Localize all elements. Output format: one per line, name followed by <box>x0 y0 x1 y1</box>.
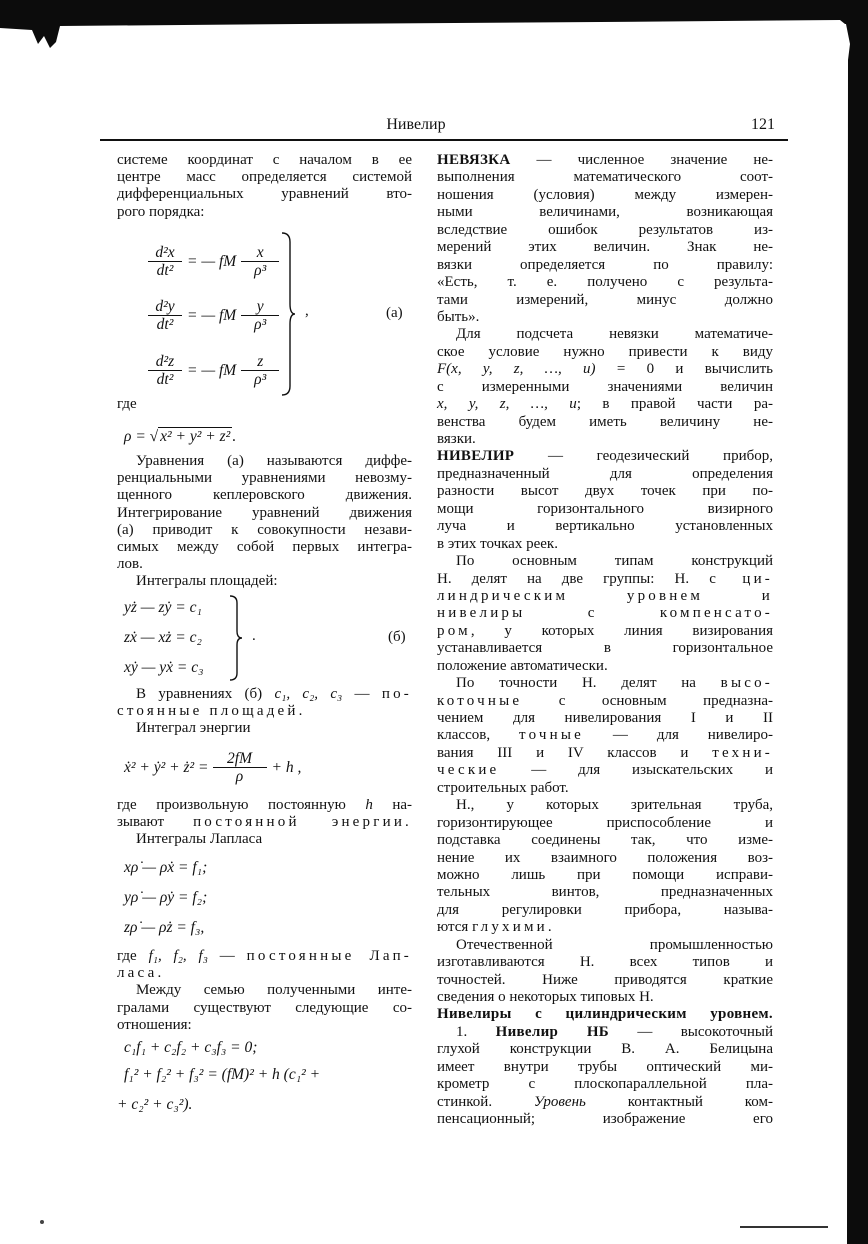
text-run: — геодезический прибор, <box>514 448 773 465</box>
text-run: разности высот двух точек при по- <box>437 483 773 500</box>
text-run: Между семью полученными инте- <box>136 982 412 999</box>
text-run: = 0 и вычислить <box>595 361 773 378</box>
text-run: дифференциальных уравнений вто- <box>117 186 412 203</box>
text-line <box>437 553 773 570</box>
text-run: ются <box>437 919 473 936</box>
text-line <box>437 1006 773 1023</box>
denominator: ρ³ <box>254 371 267 388</box>
text-line <box>437 780 773 797</box>
spaced-emphasis: постоянные Лап- <box>246 948 412 964</box>
text-run: По основным типам конструкций <box>456 553 773 570</box>
spaced-emphasis: глухими <box>472 919 548 936</box>
text-run: Н. делят на две группы: Н. <box>437 570 710 587</box>
text-run: крометр с плоскопараллельной пла- <box>437 1076 773 1093</box>
text-line <box>117 169 412 186</box>
text-line <box>437 623 773 640</box>
text-line <box>437 396 773 413</box>
text-run: рого порядка: <box>117 203 205 220</box>
italic-math: Уровень <box>533 1093 586 1110</box>
text-line <box>437 815 773 832</box>
text-line <box>437 466 773 483</box>
text-run: «Есть, т. е. получено с результа- <box>437 274 773 291</box>
fraction <box>148 355 182 387</box>
text-run: сведения о некоторых типовых Н. <box>437 989 654 1005</box>
header-rule <box>100 139 788 141</box>
bold-term: НЕВЯЗКА <box>437 152 511 168</box>
denominator: dt² <box>156 316 174 333</box>
text-line <box>437 414 773 431</box>
relation-row: c₁f₁ + c₂f₂ + c₃f₃ = 0; <box>124 1039 258 1056</box>
text-run: нение их взаимного положения воз- <box>437 849 773 866</box>
text-run: 1. <box>456 1023 496 1040</box>
text-line <box>437 1024 773 1041</box>
text-line <box>117 814 412 831</box>
text-run: тельных винтов, предназначенных <box>437 884 773 901</box>
text-run: выполнения математического соот- <box>437 169 773 186</box>
right-brace-icon <box>228 595 244 681</box>
text-run: — <box>207 948 247 964</box>
right-brace-icon <box>280 232 296 397</box>
spaced-emphasis: техни- <box>712 744 773 761</box>
text-run: , у которых линия визирования <box>470 622 773 639</box>
text-line <box>437 762 773 779</box>
text-line <box>437 850 773 867</box>
text-line <box>437 832 773 849</box>
text-line <box>437 431 773 448</box>
text-line <box>437 309 773 326</box>
fraction <box>148 246 182 278</box>
text-run: ношения (условия) между измерен- <box>437 186 773 203</box>
italic-math: x, y, z, …, u <box>437 396 577 413</box>
bold-term: НИВЕЛИР <box>437 448 515 465</box>
radicand: x² + y² + z² <box>160 428 231 445</box>
numerator: d²y <box>148 300 182 316</box>
rho-formula <box>124 427 236 446</box>
energy-lhs: ẋ² + ẏ² + ż² = <box>124 759 209 776</box>
text-line <box>117 487 412 504</box>
text-line <box>437 222 773 239</box>
fraction <box>241 300 279 332</box>
text-line <box>117 797 412 814</box>
text-run: мерений этих величин. Знак не- <box>437 239 773 256</box>
text-run: пенсационный; изображение его <box>437 1111 773 1128</box>
text-run: системе координат с началом в ее <box>117 152 412 168</box>
numerator: z <box>241 355 279 371</box>
text-run: центре масс определяется системой <box>117 169 412 186</box>
italic-math: f₁, f₂, f₃ <box>148 948 208 964</box>
equation-operator: = — fM <box>187 307 237 324</box>
rho-lhs: ρ = √ <box>124 427 159 445</box>
text-line <box>437 292 773 309</box>
laplace-row: xρ̇ — ρẋ = f₁; <box>124 859 208 876</box>
italic-math: c₁, c₂, c₃ <box>274 686 343 702</box>
italic-math: h <box>365 797 373 813</box>
text-run: вания III и IV классов и <box>437 744 713 761</box>
text-line <box>437 257 773 274</box>
text-line <box>437 797 773 814</box>
text-run: симых между собой первых интегра- <box>117 538 412 555</box>
text-run: — для изыскательских и <box>499 762 773 779</box>
text-run: вследствие ошибок результатов из- <box>437 221 773 238</box>
text-line <box>117 522 412 539</box>
text-run: лов. <box>117 556 143 573</box>
spaced-emphasis: коточные <box>437 692 523 709</box>
italic-math: F(x, y, z, …, u) <box>437 361 596 378</box>
text-run: стинкой. <box>437 1093 534 1110</box>
text-run: отношения: <box>117 1016 192 1033</box>
text-run: контактный ком- <box>585 1093 773 1110</box>
text-run: с измеренными значениями величин <box>437 378 773 395</box>
relation-row: f₁² + f₂² + f₃² = (fM)² + h (c₁² + <box>124 1066 321 1083</box>
text-line <box>437 954 773 971</box>
text-run: мощи горизонтального визирного <box>437 500 773 517</box>
text-line <box>437 1059 773 1076</box>
left-paragraph-laplace <box>117 948 412 1034</box>
equation-label-a: (а) <box>386 305 403 321</box>
equation-operator: = — fM <box>187 362 237 379</box>
text-line <box>437 326 773 343</box>
text-line <box>437 658 773 675</box>
denominator: dt² <box>156 371 174 388</box>
text-line <box>437 204 773 221</box>
text-run: классов, <box>437 727 520 744</box>
text-run: где <box>117 948 149 964</box>
text-line <box>437 1041 773 1058</box>
relation-row: + c₂² + c₃²). <box>117 1096 193 1113</box>
text-line <box>117 453 412 470</box>
text-line <box>117 948 412 965</box>
text-run: Интегралы площадей: <box>136 573 278 590</box>
text-line <box>117 1000 412 1017</box>
text-line <box>437 239 773 256</box>
text-run: Интеграл энергии <box>136 720 251 737</box>
equation-operator: = — fM <box>187 253 237 270</box>
text-run: зывают <box>117 814 194 831</box>
text-line <box>117 573 412 590</box>
text-run: строительных работ. <box>437 779 569 796</box>
text-run: положение автоматически. <box>437 657 608 674</box>
text-run: чением для нивелирования I и II <box>437 710 773 726</box>
text-run: венства будем иметь величину не- <box>437 413 773 430</box>
text-line <box>117 152 412 169</box>
text-run: тами измерений, минус должно <box>437 291 773 308</box>
text-run: для регулировки прибора, называ- <box>437 901 773 918</box>
left-paragraph-energy <box>117 797 412 849</box>
text-run: Интегралы Лапласа <box>136 831 263 848</box>
text-line <box>437 274 773 291</box>
text-line <box>437 536 773 553</box>
rho-end: . <box>232 427 237 445</box>
text-run: (а) приводит к совокупности незави- <box>117 521 412 538</box>
text-run: вязки. <box>437 431 476 447</box>
text-run: Для подсчета невязки математиче- <box>456 326 773 343</box>
equation-b-row: zẋ — xż = c₂ <box>124 629 202 646</box>
text-run: Отечественной промышленностью <box>456 936 773 953</box>
text-run: подставка соединены так, что изме- <box>437 832 773 849</box>
text-line <box>437 169 773 186</box>
running-header-title: Нивелир <box>386 116 446 133</box>
text-run: В уравнениях (б) <box>136 686 275 702</box>
equation-comma: , <box>305 303 309 319</box>
equation-b-row: xẏ — yẋ = c₃ <box>124 659 204 676</box>
text-line <box>117 703 412 720</box>
fraction <box>241 355 279 387</box>
equation-a-row <box>148 246 279 278</box>
spaced-emphasis: ческие <box>437 762 500 779</box>
numerator: 2fM <box>213 752 267 768</box>
text-run: устанавливается в горизонтальное <box>437 640 773 657</box>
spaced-emphasis: высо- <box>720 675 773 692</box>
text-run: — <box>342 686 382 702</box>
text-run: на- <box>372 797 412 813</box>
text-line <box>437 361 773 378</box>
text-run: с основным предназна- <box>522 692 773 709</box>
text-line <box>437 937 773 954</box>
text-line <box>117 539 412 556</box>
text-run: глухой конструкции В. А. Белицына <box>437 1041 773 1058</box>
text-line <box>437 187 773 204</box>
text-line <box>117 982 412 999</box>
laplace-row: zρ̇ — ρż = f₃, <box>124 919 205 936</box>
text-run: гралами существуют следующие со- <box>117 999 412 1016</box>
text-run: щенного кеплеровского движения. <box>117 487 412 504</box>
text-line <box>117 470 412 487</box>
text-line <box>437 1076 773 1093</box>
text-line <box>117 720 412 737</box>
text-line <box>437 919 773 936</box>
text-run: ными величинами, возникающая <box>437 204 773 221</box>
text-line <box>437 501 773 518</box>
equation-a-row <box>148 355 279 387</box>
scan-speck <box>40 1220 44 1224</box>
text-line <box>437 727 773 744</box>
fraction <box>241 246 279 278</box>
text-line <box>117 186 412 203</box>
text-run: луча и вертикально установленных <box>437 518 773 535</box>
text-line <box>437 902 773 919</box>
text-run: ское условие нужно привести к виду <box>437 343 773 360</box>
text-run: Н., у которых зрительная труба, <box>456 797 773 814</box>
text-line <box>117 204 412 221</box>
text-line <box>117 556 412 573</box>
text-run: вязки определяется по правилу: <box>437 256 773 273</box>
bold-term: Нивелир НБ <box>495 1023 610 1040</box>
text-line <box>437 710 773 727</box>
text-line <box>437 605 773 622</box>
spaced-emphasis: точные <box>519 727 584 744</box>
numerator: d²x <box>148 246 182 262</box>
text-line <box>437 379 773 396</box>
numerator: x <box>241 246 279 262</box>
text-run: — высокоточный <box>609 1023 774 1040</box>
text-run: в этих точках реек. <box>437 535 558 552</box>
text-line <box>437 483 773 500</box>
text-run: Интегрирование уравнений движения <box>117 504 412 521</box>
text-line <box>117 505 412 522</box>
text-line <box>437 693 773 710</box>
text-run: горизонтирующее приспособление и <box>437 814 773 831</box>
text-run: где произвольную постоянную <box>117 797 366 813</box>
text-run: точностей. Ниже приводятся краткие <box>437 971 773 988</box>
spaced-emphasis: с ци- <box>709 570 773 587</box>
denominator: ρ³ <box>254 262 267 279</box>
denominator: ρ³ <box>254 316 267 333</box>
text-line <box>437 884 773 901</box>
page-number: 121 <box>751 116 775 133</box>
text-line <box>437 571 773 588</box>
text-line <box>437 152 773 169</box>
text-run: предназначенный для определения <box>437 465 773 482</box>
scan-top-edge <box>0 0 868 48</box>
text-line <box>437 518 773 535</box>
text-line <box>437 675 773 692</box>
spaced-emphasis: ром <box>437 622 471 639</box>
bold-term: Нивелиры с цилиндрическим уровнем. <box>437 1006 773 1023</box>
text-run: ренциальными уравнениями невозму- <box>117 470 412 487</box>
numerator: d²z <box>148 355 182 371</box>
text-line <box>437 745 773 762</box>
text-line <box>437 344 773 361</box>
text-line <box>437 972 773 989</box>
text-line <box>117 1017 412 1034</box>
numerator: y <box>241 300 279 316</box>
where-label: где <box>117 396 137 412</box>
right-column-text <box>437 152 773 1129</box>
text-run: изготавливаются Н. всех типов и <box>437 954 773 971</box>
left-paragraph-equations <box>117 453 412 591</box>
equation-a-row <box>148 300 279 332</box>
text-line <box>117 831 412 848</box>
spaced-emphasis: ласа. <box>117 965 165 982</box>
text-run: быть». <box>437 308 480 325</box>
scan-right-edge <box>846 24 868 1244</box>
text-run: — численное значение не- <box>510 152 773 168</box>
text-line <box>437 588 773 605</box>
fraction <box>148 300 182 332</box>
text-run: Уравнения (а) называются диффе- <box>136 453 412 469</box>
left-paragraph-areas <box>117 686 412 738</box>
spaced-emphasis: по- <box>381 686 412 702</box>
spaced-emphasis: нивелиры с компенсато- <box>437 605 773 622</box>
energy-rhs: + h , <box>271 759 302 776</box>
equation-dot: . <box>252 628 256 644</box>
spaced-emphasis: стоянные площадей. <box>117 703 306 720</box>
spaced-emphasis: постоянной энергии. <box>193 814 412 831</box>
laplace-row: yρ̇ — ρẏ = f₂; <box>124 889 208 906</box>
energy-integral <box>124 752 306 784</box>
text-line <box>437 448 773 465</box>
text-run: — для нивелиро- <box>584 727 773 744</box>
scan-bottom-line <box>740 1226 828 1228</box>
text-line <box>117 965 412 982</box>
text-line <box>437 640 773 657</box>
text-line <box>437 1111 773 1128</box>
spaced-emphasis: линдрическим уровнем и <box>437 587 773 604</box>
text-line <box>437 1094 773 1111</box>
text-line <box>117 686 412 703</box>
denominator: ρ <box>235 768 244 785</box>
denominator: dt² <box>156 262 174 279</box>
left-paragraph-intro <box>117 152 412 221</box>
text-run: ; в правой части ра- <box>576 396 773 413</box>
text-run: . <box>547 919 552 936</box>
text-run: По точности Н. делят на <box>456 675 721 692</box>
equation-b-row: yż — zẏ = c₁ <box>124 599 202 616</box>
text-line <box>437 989 773 1006</box>
equation-label-b: (б) <box>388 629 406 645</box>
text-run: имеет внутри трубы оптический ми- <box>437 1058 773 1075</box>
text-line <box>437 867 773 884</box>
text-run: можно лишь при помощи исправи- <box>437 866 773 883</box>
fraction <box>213 752 267 784</box>
